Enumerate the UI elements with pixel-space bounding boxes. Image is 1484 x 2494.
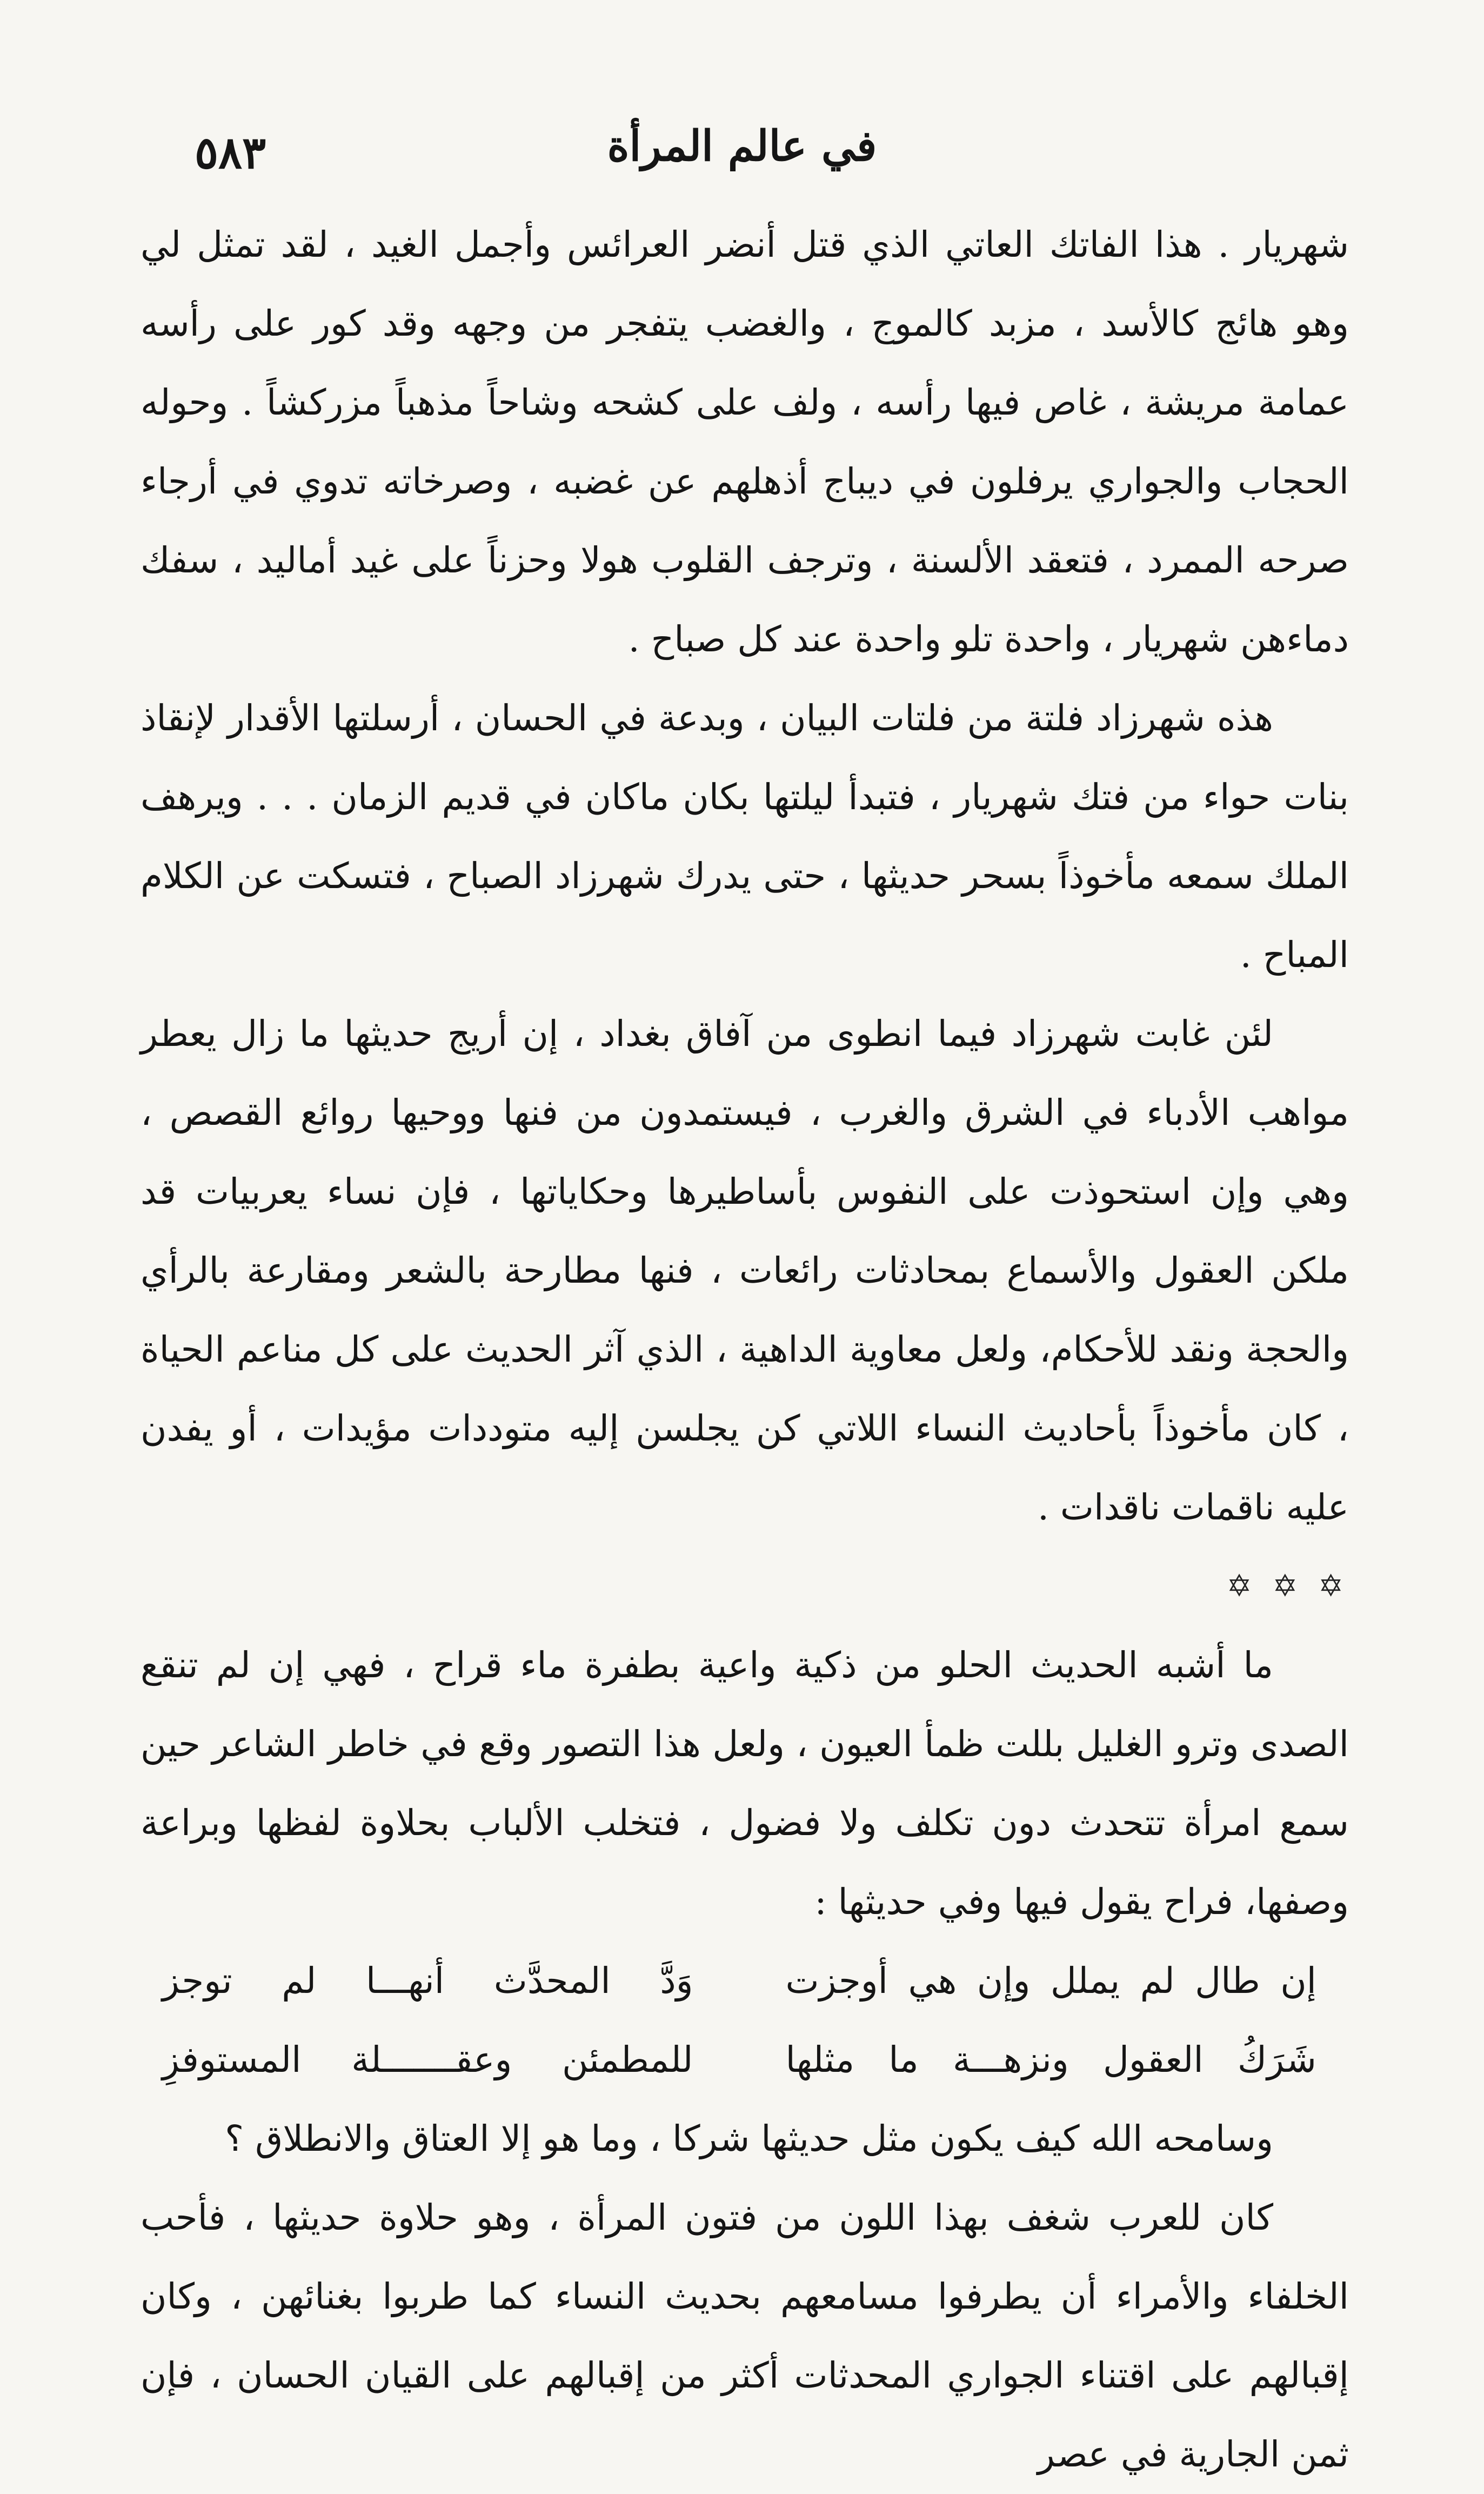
text-line: اقتناء الجواري المحدثات أكثر من إقبالهم على القيان الحسان ، فإن ثمن الجارية في عصر — [141, 2355, 1349, 2475]
text-line: مواهب الأدباء في الشرق والغرب ، فيستمدون من فنها ووحيها روائع القصص ، وهي — [141, 1092, 1349, 1212]
paragraph-2 — [141, 679, 1349, 995]
text-line: الكلام المباح . — [141, 855, 1349, 976]
text-line: مريشة ، غاص فيها رأسه ، ولف على كشحه وشاحاً مذهباً مزركشاً . وحوله الحجاب — [141, 382, 1349, 502]
verse-first-hemistich: شَرَكُ العقول ونزهـــة ما مثلها — [785, 2039, 1316, 2080]
paragraph-5 — [141, 2099, 1349, 2178]
text-line: الصدى وترو الغليل بللت ظمأ العيون ، ولعل هذا التصور وقع في خاطر الشاعر حين — [141, 1723, 1349, 1765]
verse-line — [141, 2020, 1349, 2099]
text-line: سمع امرأة تتحدث دون تكلف ولا فضول ، فتخلب الألباب بحلاوة لفظها وبراعة وصفها، — [141, 1802, 1349, 1923]
text-line: الملك سمعه مأخوذاً بسحر حديثها ، حتى يدرك شهرزاد الصباح ، فتسكت عن — [236, 855, 1349, 897]
text-line: وسامحه الله كيف يكون مثل حديثها شركا ، وما هو إلا العتاق والانطلاق ؟ — [225, 2118, 1273, 2159]
paragraph-3 — [141, 995, 1349, 1547]
text-line: هذه شهرزاد فلتة من فلتات البيان ، وبدعة في الحسان ، أرسلتها الأقدار لإنقاذ — [141, 697, 1273, 739]
text-line: شهريار . هذا الفاتك العاتي الذي قتل أنضر العرائس وأجمل الغيد ، لقد تمثل لي وهو — [141, 224, 1349, 344]
verse-second-hemistich: وَدَّ المحدَّث أنهـــا لم توجز — [162, 1960, 693, 2002]
paragraph-4 — [141, 1626, 1349, 1942]
text-line: ولعل معاوية الداهية ، الذي آثر الحديث على كل مناعم الحياة ، كان مأخوذاً بأحاديث — [141, 1329, 1349, 1449]
page-number: ٥٨٣ — [195, 127, 266, 179]
paragraph-1 — [141, 205, 1349, 679]
body-text — [141, 205, 1349, 2494]
text-line: ما أشبه الحديث الحلو من ذكية واعية بطفرة ماء قراح ، فهي إن لم تنقع — [141, 1644, 1273, 1686]
text-line: والجواري يرفلون في ديباج أذهلهم عن غضبه ، وصرخاته تدوي في أرجاء صرحه — [141, 461, 1349, 581]
paragraph-6 — [141, 2178, 1349, 2494]
page-header — [146, 116, 1338, 181]
text-line: هائج كالأسد ، مزبد كالموج ، والغضب يتفجر من وجهه وقد كور على رأسه عمامة — [141, 303, 1349, 423]
section-separator: ✡ ✡ ✡ — [1226, 1569, 1349, 1604]
text-line: والأسماع بمحادثات رائعات ، فنها مطارحة بالشعر ومقارعة بالرأي والحجة ونقد للأحكام، — [141, 1250, 1349, 1370]
text-line: الممرد ، فتعقد الألسنة ، وترجف القلوب هولا وحزناً على غيد أماليد ، سفك دماءهن — [141, 539, 1349, 660]
text-line: وإن استحوذت على النفوس بأساطيرها وحكاياتها ، فإن نساء يعربيات قد ملكن العقول — [141, 1171, 1349, 1291]
text-line: النساء اللاتي كن يجلسن إليه متوددات مؤيدات ، أو يفدن عليه ناقمات ناقدات . — [141, 1408, 1349, 1528]
text-line: بنات حواء من فتك شهريار ، فتبدأ ليلتها بكان ماكان في قديم الزمان . . . ويرهف — [141, 776, 1349, 818]
text-line: الخلفاء والأمراء أن يطرفوا مسامعهم بحديث النساء كما طربوا بغنائهن ، وكان إقبالهم على — [141, 2276, 1349, 2396]
verse-first-hemistich: إن طال لم يملل وإن هي أوجزت — [785, 1960, 1316, 2002]
text-line: شهريار ، واحدة تلو واحدة عند كل صباح . — [628, 618, 1229, 660]
text-line: لئن غابت شهرزاد فيما انطوى من آفاق بغداد ، إن أريج حديثها ما زال يعطر — [141, 1013, 1273, 1055]
verse-line — [141, 1942, 1349, 2020]
verse-second-hemistich: للمطمئن وعقـــــــلة المستوفزِ — [162, 2039, 693, 2080]
running-title: في عالم المرأة — [607, 122, 877, 171]
text-line: فراح يقول فيها وفي حديثها : — [814, 1881, 1233, 1923]
text-line: كان للعرب شغف بهذا اللون من فتون المرأة ، وهو حلاوة حديثها ، فأحب — [141, 2197, 1273, 2238]
